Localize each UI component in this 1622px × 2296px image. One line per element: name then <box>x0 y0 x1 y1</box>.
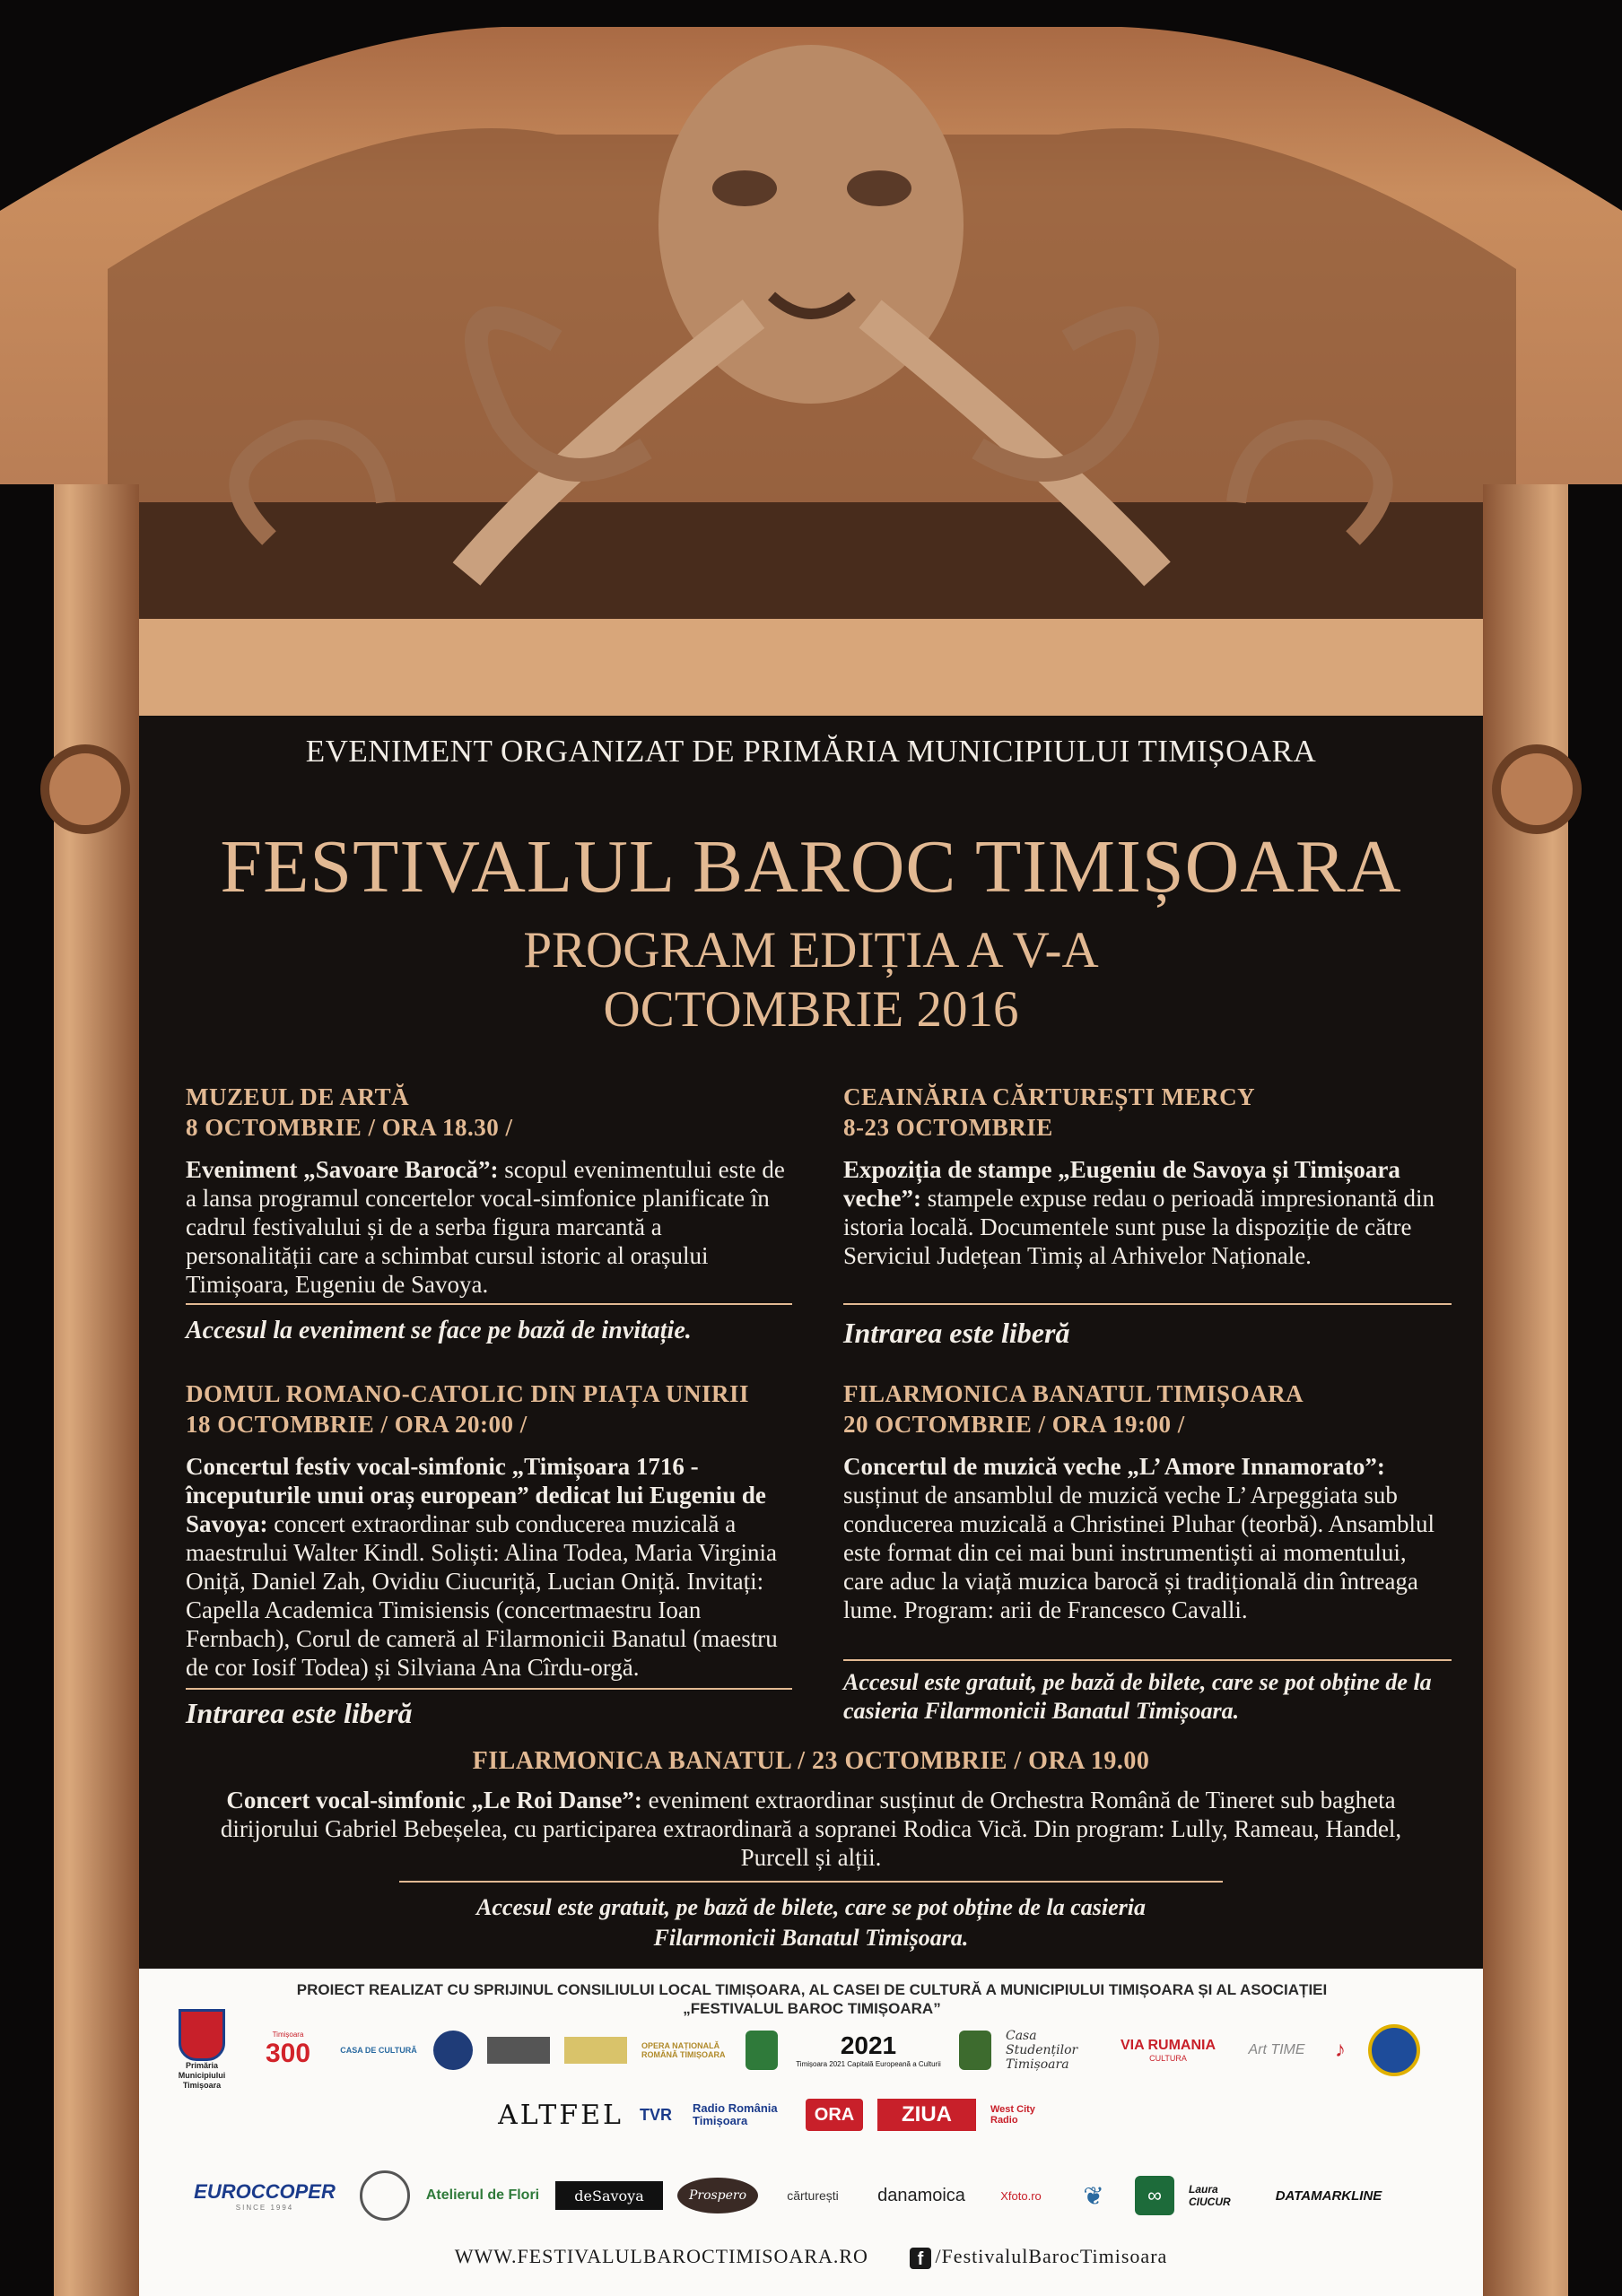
note-line-1: Accesul este gratuit, pe bază de bilete, care se pot obține de la casieria <box>476 1894 1146 1920</box>
event-filarmonica <box>843 1378 1450 1624</box>
access-note-muzeu: Accesul la eveniment se face pe bază de invitație. <box>186 1317 692 1344</box>
event-ceainaria <box>843 1082 1444 1270</box>
subtitle-line-2: OCTOMBRIE 2016 <box>603 981 1019 1038</box>
carturesti-logo: cărturești <box>787 2188 839 2203</box>
event-date: 8-23 OCTOMBRIE <box>843 1114 1053 1141</box>
xfoto-logo: Xfoto.ro <box>1000 2188 1042 2203</box>
event-muzeu <box>186 1082 791 1299</box>
atelierul-de-flori-logo: Atelierul de Flori <box>425 2187 540 2203</box>
event-date: 8 OCTOMBRIE / ORA 18.30 / <box>186 1114 513 1141</box>
event-body: eveniment extraordinar susținut de Orchestra Română de Tineret sub bagheta dirijorului Gabriel Bebeșelea, cu participarea extraordinară a sopranei Rodica Vică. Din program: Lully, Rameau, Handel, Purcell și alții. <box>220 1787 1402 1871</box>
coat-of-arms-icon <box>179 2009 225 2061</box>
event-venue: CEAINĂRIA CĂRTUREȘTI MERCY <box>843 1083 1256 1110</box>
crest-icon <box>746 2031 778 2070</box>
event-description <box>843 1452 1450 1624</box>
primaria-logo <box>166 2009 238 2091</box>
prospero-logo: Prospero <box>677 2178 758 2213</box>
shield-icon <box>959 2031 991 2070</box>
event-lead: Expoziția de stampe „Eugeniu de Savoya și Timișoara veche”: <box>843 1156 1400 1212</box>
access-note-filarmonica: Accesul este gratuit, pe bază de bilete, care se pot obține de la casieria Filarmonicii Banatul Timișoara. <box>843 1669 1432 1724</box>
tvr-logo: TVR <box>640 2105 672 2124</box>
ora-logo: ORA <box>806 2099 863 2131</box>
primaria-label: Primăria Municipiului Timișoara <box>178 2061 226 2090</box>
danamoica-logo: danamoica <box>877 2185 965 2205</box>
event-description <box>843 1155 1444 1270</box>
final-event-description <box>139 1786 1483 1872</box>
event-lead: Concert vocal-simfonic „Le Roi Danse”: <box>226 1787 642 1813</box>
event-date: 20 OCTOMBRIE / ORA 19:00 / <box>843 1411 1185 1438</box>
footer <box>139 2245 1483 2269</box>
seal-icon <box>433 2031 473 2070</box>
t300-caption: Timișoara <box>272 2031 304 2039</box>
sponsor-row-2 <box>498 2099 1059 2131</box>
casa-de-cultura-logo: CASA DE CULTURĂ <box>340 2045 417 2055</box>
facebook-icon: f <box>910 2248 931 2269</box>
music-note-icon: ♪ <box>1335 2037 1346 2062</box>
event-venue: DOMUL ROMANO-CATOLIC DIN PIAȚA UNIRII <box>186 1380 750 1407</box>
event-lead: Concertul de muzică veche „L’ Amore Innamorato”: <box>843 1453 1385 1480</box>
sponsor-row-1 <box>166 2009 1435 2091</box>
altfel-logo: ALTFEL <box>498 2099 624 2131</box>
event-description <box>186 1155 791 1299</box>
divider <box>186 1303 792 1305</box>
west-city-radio-logo: West City Radio <box>990 2104 1035 2126</box>
event-date: 18 OCTOMBRIE / ORA 20:00 / <box>186 1411 528 1438</box>
event-body: concert extraordinar sub conducerea muzicală a maestrului Walter Kindl. Soliști: Alina Todea, Maria Virginia Oniță, Daniel Zah, Ovidiu Ciucuriță, Lucian Oniță. Invitați: Capella Academica Timisiensis (concertmaestru Ioan Fernbach), Corul de cameră al Filarmonicii Banatul (maestru de cor Iosif Todea) și Silviana Ana Cîrdu-orgă. <box>186 1510 778 1681</box>
laura-ciucur-logo: Laura CIUCUR <box>1189 2183 1231 2208</box>
divider <box>399 1881 1223 1883</box>
event-domul <box>186 1378 794 1682</box>
butterfly-icon: ❦ <box>1083 2181 1104 2210</box>
sponsors-heading-line-2: „FESTIVALUL BAROC TIMIȘOARA” <box>683 2000 941 2017</box>
event-lead: Concertul festiv vocal-simfonic „Timișoara 1716 - începuturile unui oraș european” dedicat lui Eugeniu de Savoya: <box>186 1453 766 1537</box>
website-link[interactable]: WWW.FESTIVALULBAROCTIMISOARA.RO <box>454 2245 868 2267</box>
opera-logo: OPERA NAȚIONALĂ ROMÂNĂ TIMIȘOARA <box>641 2040 726 2059</box>
event-body: scopul evenimentului este de a lansa programul concertelor vocal-simfonice planificate în cadrul festivalului și de a serba figura marcantă a personalității care a schimbat cursul istoric al orașului Timișoara, Eugeniu de Savoya. <box>186 1156 785 1298</box>
subtitle-line-1: PROGRAM EDIȚIA A V-A <box>523 922 1099 978</box>
organizer-line: EVENIMENT ORGANIZAT DE PRIMĂRIA MUNICIPIULUI TIMIȘOARA <box>305 734 1317 769</box>
facebook-link[interactable]: /FestivalulBarocTimisoara <box>935 2245 1168 2267</box>
divider <box>843 1659 1452 1661</box>
datamarkline-logo: DATAMARKLINE <box>1275 2187 1382 2204</box>
event-venue: MUZEUL DE ARTĂ <box>186 1083 410 1110</box>
via-rumania-logo: VIA RUMANIA CULTURA <box>1120 2037 1216 2063</box>
art-time-logo: Art TIME <box>1248 2041 1305 2057</box>
event-venue: FILARMONICA BANATUL TIMIȘOARA <box>843 1380 1304 1407</box>
final-event-heading: FILARMONICA BANATUL / 23 OCTOMBRIE / ORA 19.00 <box>472 1747 1150 1775</box>
gold-banner-icon <box>564 2037 627 2064</box>
timisoara-300-logo <box>252 2031 324 2069</box>
note-line-2: Filarmonicii Banatul Timișoara. <box>653 1925 969 1951</box>
desavoya-logo: deSavoya <box>555 2181 663 2210</box>
ziua-logo: ZIUA <box>877 2099 976 2131</box>
event-body: susținut de ansamblul de muzică veche L’ Arpeggiata sub conducerea muzicală a Christinei Pluhar (teorbă). Ansamblul este format din cei mai buni instrumentiști ai momentului, care aduc la viață muzica barocă și tradițională din întreaga lume. Program: arii de Francesco Cavalli. <box>843 1482 1435 1623</box>
divider <box>186 1688 792 1690</box>
event-body: stampele expuse redau o perioadă impresionantă din istoria locală. Documentele sunt puse la dispoziție de către Serviciul Județean Timiș al Arhivelor Naționale. <box>843 1185 1435 1269</box>
building-icon <box>487 2037 550 2064</box>
sponsor-row-3 <box>184 2170 1406 2221</box>
ornament-icon <box>360 2170 410 2221</box>
divider <box>843 1303 1452 1305</box>
free-entry-domul: Intrarea este liberă <box>186 1697 413 1729</box>
radio-romania-logo: Radio România Timișoara <box>693 2101 778 2127</box>
timisoara-2021-logo: 2021 Timișoara 2021 Capitală Europeană a Culturii <box>796 2031 941 2068</box>
casa-studentilor-logo: Casa Studenților Timișoara <box>1006 2028 1078 2072</box>
t300-number: 300 <box>265 2039 311 2068</box>
final-access-note <box>139 1892 1483 1953</box>
event-lead: Eveniment „Savoare Barocă”: <box>186 1156 499 1183</box>
free-entry-ceainaria: Intrarea este liberă <box>843 1317 1070 1349</box>
event-description <box>186 1452 794 1682</box>
edition-subtitle <box>139 921 1483 1039</box>
national-emblem-icon <box>1368 2024 1420 2076</box>
euroccoper-logo: EUROCCOPER SINCE 1994 <box>194 2179 336 2212</box>
festival-title: FESTIVALUL BAROC TIMIȘOARA <box>220 825 1402 909</box>
sponsors-heading-line-1: PROIECT REALIZAT CU SPRIJINUL CONSILIULUI LOCAL TIMIȘOARA, AL CASEI DE CULTURĂ A MUNICIPIULUI TIMIȘOARA ȘI AL ASOCIAȚIEI <box>296 1981 1328 1998</box>
infinity-icon: ∞ <box>1135 2176 1174 2215</box>
